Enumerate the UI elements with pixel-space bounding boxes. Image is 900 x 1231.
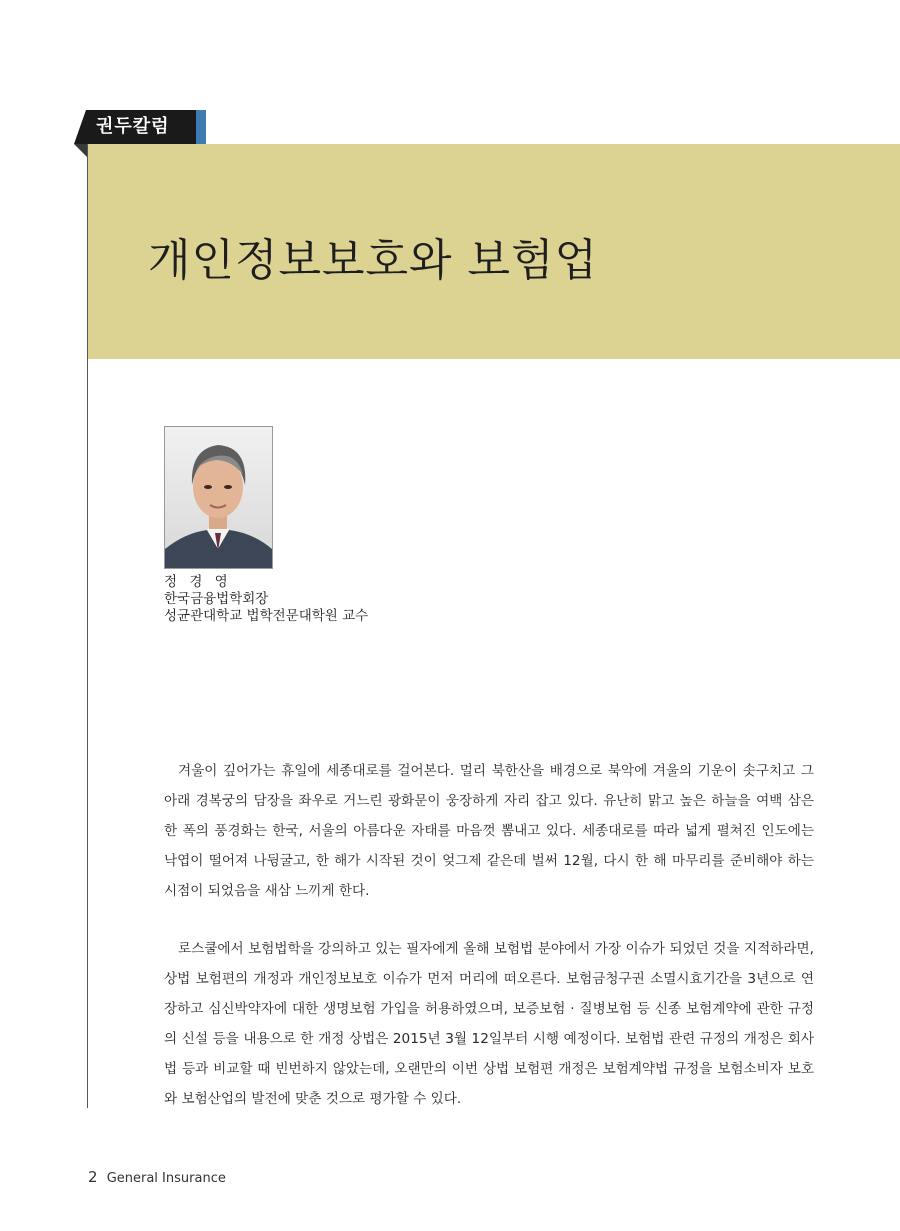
paragraph: 겨울이 깊어가는 휴일에 세종대로를 걸어본다. 멀리 북한산을 배경으로 북악에 겨울의 기운이 솟구치고 그 아래 경복궁의 담장을 좌우로 거느린 광화문이 웅장하게 자리 잡고 있다. 유난히 맑고 높은 하늘을 여백 삼은 한 폭의 풍경화는 한국, 서울의 아름다운 자태를 마음껏 뽐내고 있다. 세종대로를 따라 넓게 펼쳐진 인도에는 낙엽이 떨어져 나뒹굴고, 한 해가 시작된 것이 엊그제 같은데 벌써 12월, 다시 한 해 마무리를 준비해야 하는 시점이 되었음을 새삼 느끼게 한다. [164,763,814,899]
section-tag [74,110,206,144]
section-tag-label: 권두칼럼 [96,116,170,137]
page-number: 2 [88,1168,98,1186]
article-title: 개인정보보호와 보험업 [148,235,599,286]
title-band [88,144,900,359]
author-name: 정 경 영 [164,574,232,590]
author-affiliation-2: 성균관대학교 법학전문대학원 교수 [164,608,369,624]
author-affiliation-1: 한국금융법학회장 [164,591,269,607]
article-body [164,756,814,1142]
page-footer [88,1168,226,1186]
section-tag-accent [196,110,206,144]
author-photo [164,426,273,569]
publication-name: General Insurance [106,1171,226,1186]
tag-fold-corner [74,144,88,158]
paragraph: 로스쿨에서 보험법학을 강의하고 있는 필자에게 올해 보험법 분야에서 가장 이슈가 되었던 것을 지적하라면, 상법 보험편의 개정과 개인정보보호 이슈가 먼저 머리에 떠오른다. 보험금청구권 소멸시효기간을 3년으로 연장하고 심신박약자에 대한 생명보험 가입을 허용하였으며, 보증보험 · 질병보험 등 신종 보험계약에 관한 규정의 신설 등을 내용으로 한 개정 상법은 2015년 3월 12일부터 시행 예정이다. 보험법 관련 규정의 개정은 회사법 등과 비교할 때 빈번하지 않았는데, 오랜만의 이번 상법 보험편 개정은 보험계약법 규정을 보험소비자 보호와 보험산업의 발전에 맞춘 것으로 평가할 수 있다. [164,941,814,1107]
author-info [164,574,368,625]
